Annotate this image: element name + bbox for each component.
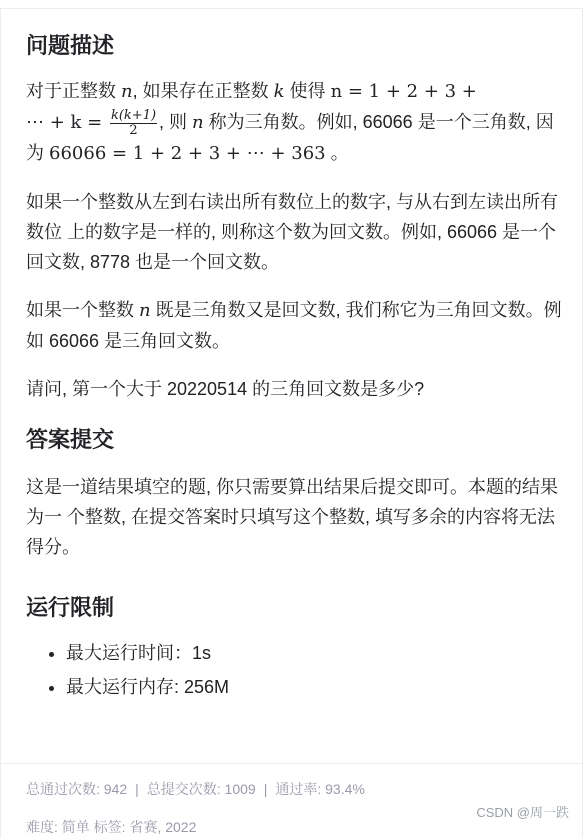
stat-separator: | [135, 781, 139, 797]
math-k: k [273, 81, 285, 102]
text: 称为三角数。例如, 66066 是一个三角数, 因为 [26, 112, 554, 163]
text: 。 [325, 143, 349, 163]
section-title-submit: 答案提交 [26, 427, 115, 452]
stat-passed: 总通过次数: 942 [26, 781, 128, 797]
text: , 如果存在正整数 [132, 81, 274, 101]
math-n: n [121, 81, 133, 102]
limit-memory: • 最大运行内存: 256M [66, 670, 566, 704]
problem-paragraph-3 [26, 295, 566, 356]
fraction-numerator: k(k+1) [110, 107, 157, 123]
problem-paragraph-1 [26, 76, 566, 169]
submit-paragraph: 这是一道结果填空的题, 你只需要算出结果后提交即可。本题的结果为一 个整数, 在提交答案时只填写这个整数, 填写多余的内容将无法得分。 [26, 477, 558, 557]
math-equation: n = 1 + 2 + 3 + [330, 81, 477, 102]
stat-rate: 通过率: 93.4% [275, 781, 365, 797]
limits-list [26, 636, 566, 704]
section-title-limits: 运行限制 [26, 595, 115, 620]
text: 对于正整数 [26, 81, 122, 101]
problem-paragraph-4: 请问, 第一个大于 20220514 的三角回文数是多少? [26, 379, 425, 399]
math-equation: ⋯ + k = [26, 112, 108, 133]
problem-paragraph-2: 如果一个整数从左到右读出所有数位上的数字, 与从右到左读出所有数位 上的数字是一样的, 则称这个数为回文数。例如, 66066 是一个回文数, 8778 也是一个回文数。 [26, 192, 558, 272]
limit-time: • 最大运行时间：1s [66, 636, 566, 670]
stats-divider [1, 763, 582, 764]
stat-separator: | [263, 781, 268, 797]
submission-stats [26, 780, 365, 798]
math-equation: 66066 = 1 + 2 + 3 + ⋯ + 363 [49, 143, 326, 164]
csdn-watermark: CSDN @周一跌 [476, 805, 569, 820]
section-title-problem: 问题描述 [26, 33, 115, 58]
difficulty-tags: 难度: 简单 标签: 省赛, 2022 [26, 819, 197, 835]
fraction-denominator: 2 [129, 122, 138, 138]
text: 使得 [284, 81, 331, 101]
text: , 则 [159, 112, 193, 132]
text: 既是三角数又是回文数, 我们称它为三角回文数。例如 66066 是三角回文数。 [26, 300, 562, 351]
stat-submitted: 总提交次数: 1009 [146, 781, 256, 797]
text: 如果一个整数 [26, 300, 140, 320]
math-n: n [139, 300, 151, 321]
math-fraction [110, 109, 157, 138]
problem-content [26, 30, 566, 704]
math-n: n [192, 112, 204, 133]
